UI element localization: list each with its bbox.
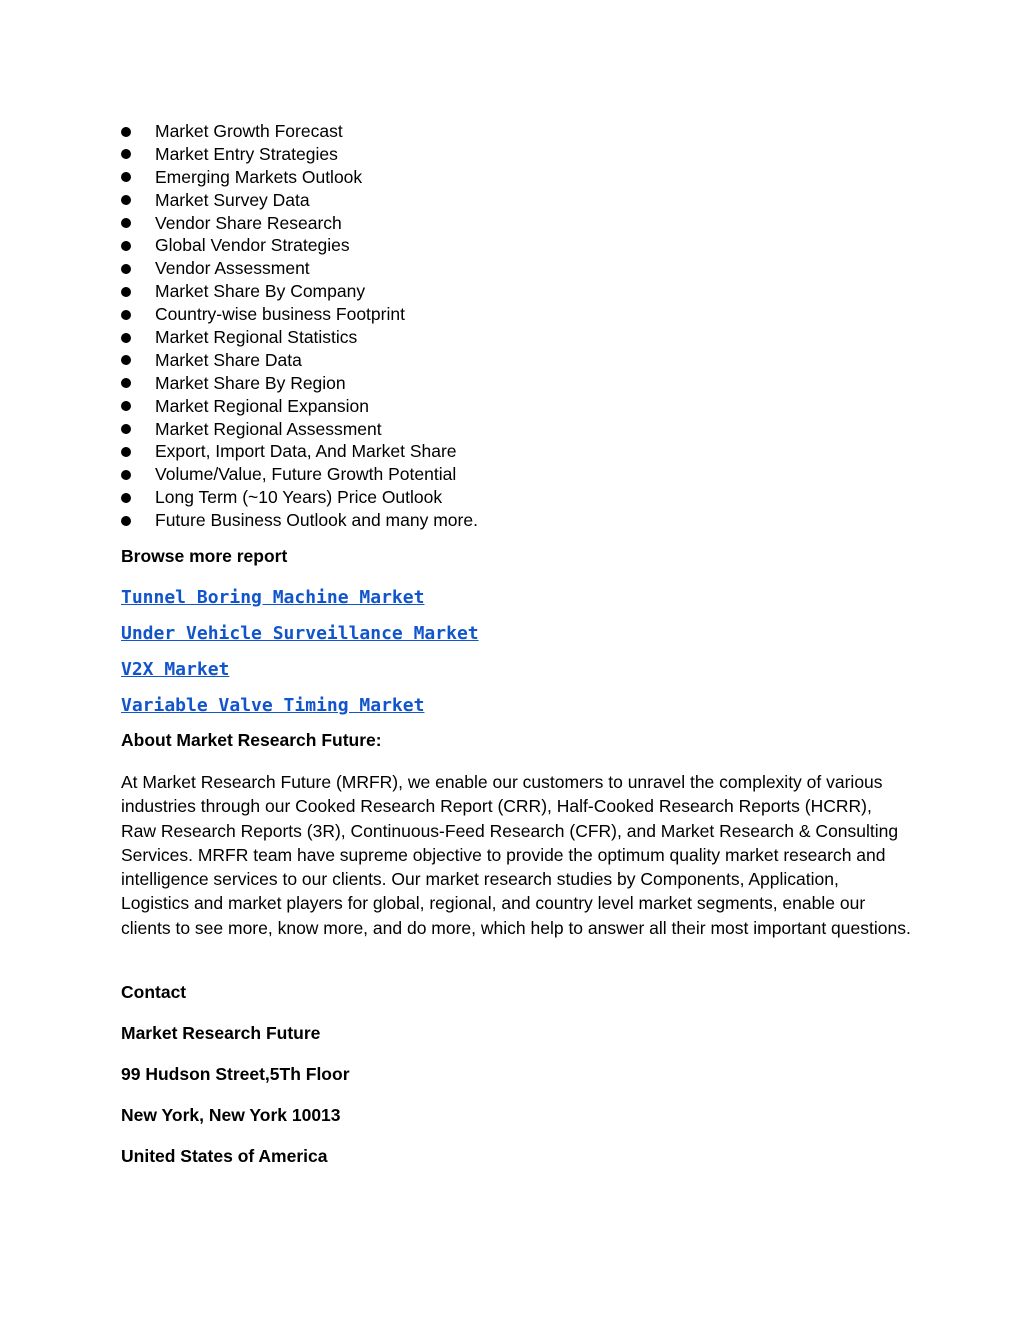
browse-heading: Browse more report <box>121 546 288 566</box>
bullet-icon <box>121 516 131 526</box>
bullet-icon <box>121 310 131 320</box>
contact-company: Market Research Future <box>121 1023 321 1043</box>
bullet-icon <box>121 378 131 388</box>
bullet-icon <box>121 287 131 297</box>
contact-country: United States of America <box>121 1146 328 1166</box>
about-paragraph: At Market Research Future (MRFR), we enable our customers to unravel the complexity of various industries through our Cooked Research Report (CRR), Half-Cooked Research Reports (HCRR), Raw Research Reports (3R), Continuous-Feed Research (CFR), and Market Research & Consulting Services. MRFR team have supreme objective to provide the optimum quality market research and intelligence services to our clients. Our market research studies by Components, Application, Logistics and market players for global, regional, and country level market segments, enable our clients to see more, know more, and do more, which help to answer all their most important questions. <box>121 772 911 938</box>
contact-city: New York, New York 10013 <box>121 1105 341 1125</box>
bullet-icon <box>121 355 131 365</box>
bullet-icon <box>121 447 131 457</box>
bullet-icon <box>121 470 131 480</box>
contact-street: 99 Hudson Street,5Th Floor <box>121 1064 350 1084</box>
bullet-icon <box>121 218 131 228</box>
report-link-under-vehicle-surveillance[interactable]: Under Vehicle Surveillance Market <box>121 623 479 644</box>
report-link-tunnel-boring-machine[interactable]: Tunnel Boring Machine Market <box>121 587 425 608</box>
bullet-icon <box>121 195 131 205</box>
bullet-icon <box>121 333 131 343</box>
bullet-icon <box>121 493 131 503</box>
report-link-v2x[interactable]: V2X Market <box>121 659 230 680</box>
about-heading: About Market Research Future: <box>121 730 382 750</box>
bullet-icon <box>121 172 131 182</box>
contact-heading: Contact <box>121 982 187 1002</box>
report-link-variable-valve-timing[interactable]: Variable Valve Timing Market <box>121 695 425 716</box>
bullet-icon <box>121 127 131 137</box>
bullet-icon <box>121 424 131 434</box>
bullet-icon <box>121 149 131 159</box>
bullet-icon <box>121 401 131 411</box>
bullet-icon <box>121 264 131 274</box>
bullet-icon <box>121 241 131 251</box>
